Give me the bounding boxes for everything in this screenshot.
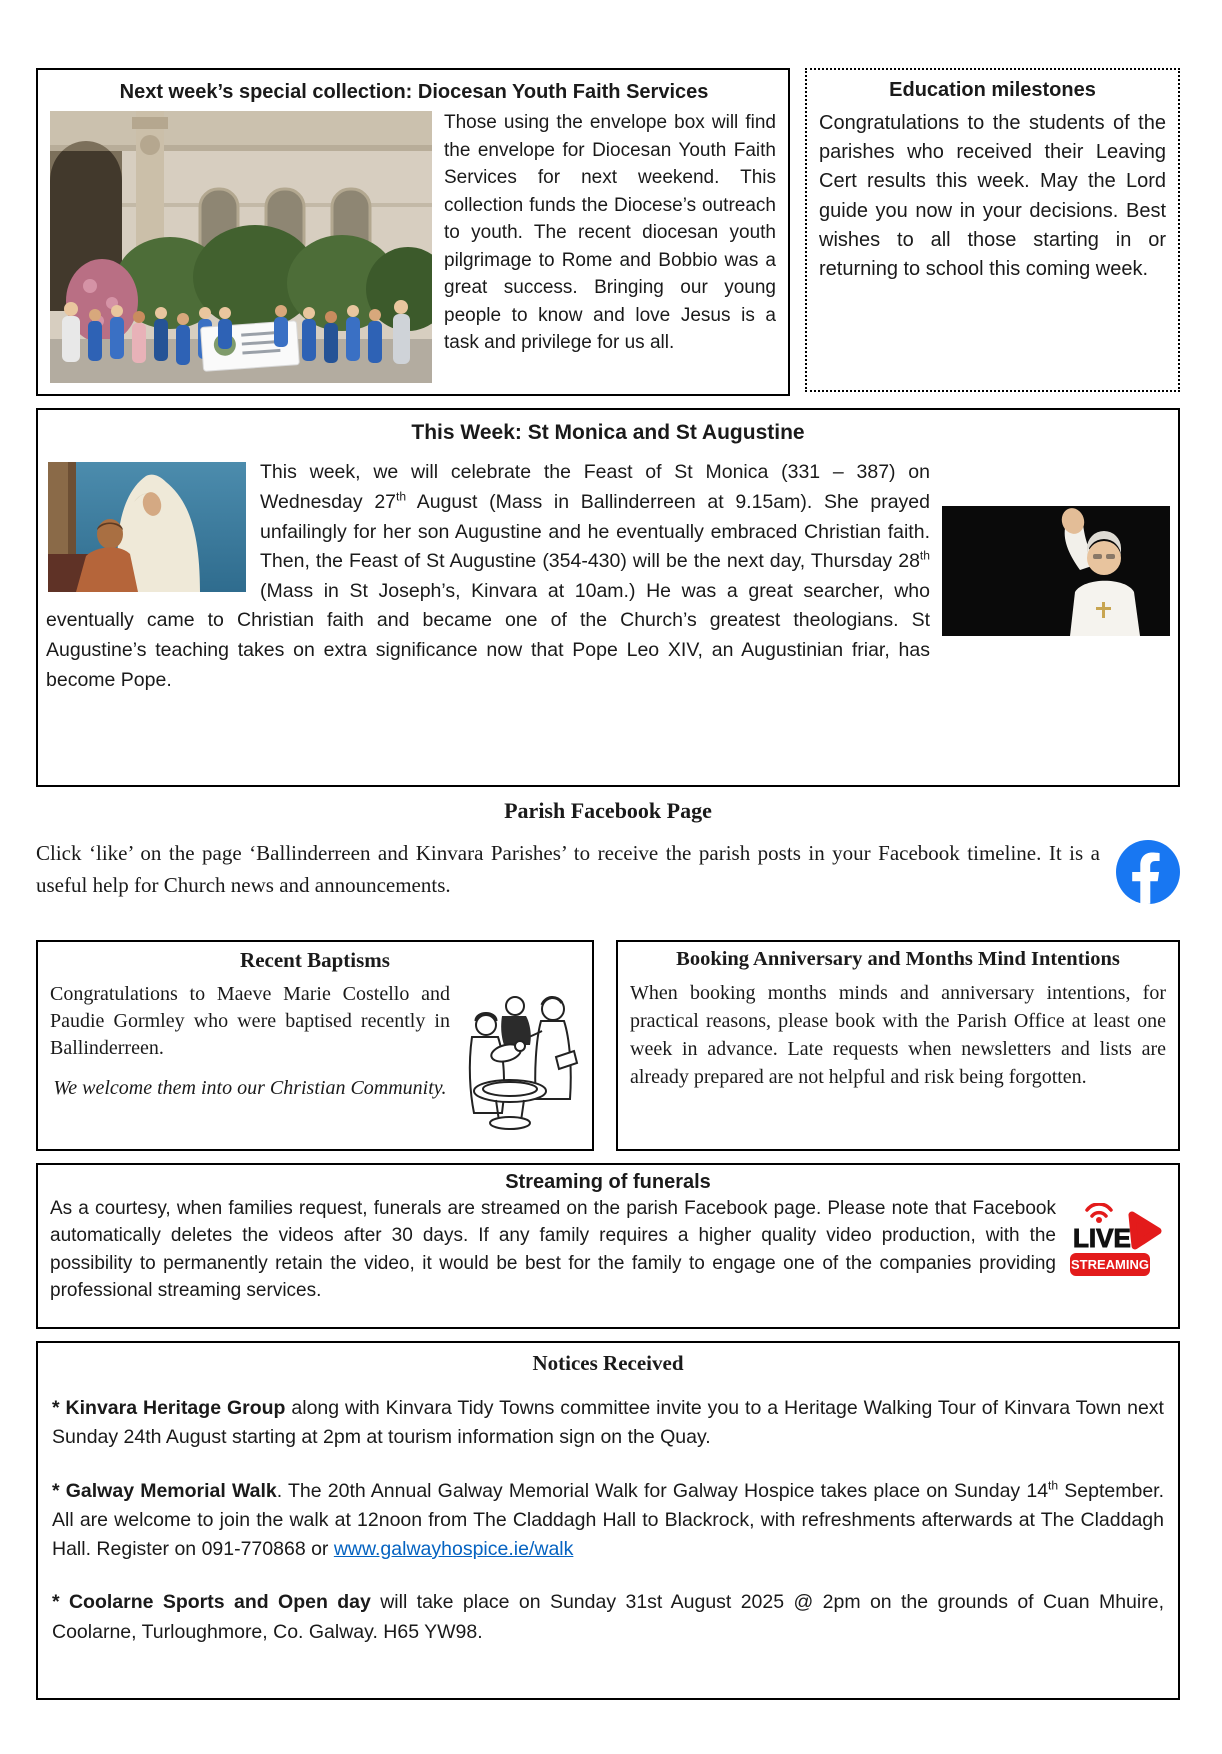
saints-week-box (36, 408, 1180, 787)
notice-coolarne-sports-text: will take place on Sunday 31st August 2025 @ 2pm on the grounds of Cuan Mhuire, Coolarne, Turloughmore, Co. Galway. H65 YW98. (52, 1591, 1164, 1643)
education-milestones-box (805, 68, 1180, 392)
saints-text-3: (Mass in St Joseph’s, Kinvara at 10am.) He was a great searcher, who eventually came to Christian faith and became one of the Church’s greatest theologians. St Augustine’s teaching takes on extra significance now that Pope Leo XIV, an Augustinian friar, has become Pope. (46, 579, 930, 691)
live-streaming-icon (1068, 1203, 1164, 1279)
notice-coolarne-sports-bold: * Coolarne Sports and Open day (52, 1591, 371, 1614)
booking-intentions-body: When booking months minds and anniversary intentions, for practical reasons, please book with the Parish Office at least one week in advance. Late requests when newsletters and lists are already prepared are not helpful and risk being forgotten. (630, 982, 1166, 1088)
saints-sup-2: th (919, 548, 930, 563)
pope-leo-waving-photo (942, 458, 1170, 636)
streaming-funerals-box (36, 1163, 1180, 1329)
svg-text:STREAMING: STREAMING (1071, 1257, 1149, 1272)
notice-kinvara-heritage-text: along with Kinvara Tidy Towns committee invite you to a Heritage Walking Tour of Kinvara Town next Sunday 24th August starting at 2pm at tourism information sign on the Quay. (52, 1397, 1164, 1449)
recent-baptisms-title: Recent Baptisms (240, 948, 390, 972)
notice-galway-memorial-walk (52, 1477, 1164, 1565)
recent-baptisms-box (36, 940, 594, 1151)
saints-text-2: August (Mass in Ballinderreen at 9.15am). She prayed unfailingly for her son Augustine and he eventually embraced Christian faith. Then, the Feast of St Augustine (354-430) will be the next day, Thursday 28 (260, 490, 930, 573)
baptism-clipart (458, 981, 580, 1131)
facebook-icon (1116, 840, 1180, 904)
education-milestones-title: Education milestones (889, 79, 1096, 101)
notice-galway-memorial-walk-bold: * Galway Memorial Walk (52, 1479, 277, 1502)
saints-text-1: This week, we will celebrate the Feast of St Monica (331 – 387) on Wednesday 27 (260, 461, 930, 513)
streaming-funerals-title: Streaming of funerals (505, 1171, 711, 1193)
saints-week-body (46, 458, 1170, 695)
notice-galway-memorial-walk-text-2: September. All are welcome to join the walk at 12noon from The Claddagh Hall to Blackrock, with refreshments afterwards at The Claddagh Hall. Register on 091-770868 or (52, 1479, 1165, 1560)
streaming-funerals-body: As a courtesy, when families request, funerals are streamed on the parish Facebook page. Please note that Facebook automatically deletes the videos after 30 days. If any family requires a higher quality video production, with the possibility to permanently retain the video, it would be best for the family to engage one of the companies providing professional streaming services. (50, 1198, 1056, 1302)
facebook-section (36, 798, 1180, 906)
recent-baptisms-body: Congratulations to Maeve Marie Costello and Paudie Gormley who were baptised recently in Ballinderreen. (50, 983, 450, 1060)
youth-pilgrimage-group-photo (50, 111, 432, 383)
facebook-section-body: Click ‘like’ on the page ‘Ballinderreen and Kinvara Parishes’ to receive the parish posts in your Facebook timeline. It is a useful help for Church news and announcements. (36, 841, 1100, 897)
notice-galway-memorial-walk-text-1: . The 20th Annual Galway Memorial Walk for Galway Hospice takes place on Sunday 14 (276, 1479, 1049, 1502)
booking-intentions-box (616, 940, 1180, 1151)
special-collection-box (36, 68, 790, 396)
st-monica-and-augustine-painting (48, 462, 246, 592)
education-milestones-body: Congratulations to the students of the parishes who received their Leaving Cert results this week. May the Lord guide you now in your decisions. Best wishes to all those starting in or returning to school this coming week. (819, 112, 1166, 280)
facebook-section-title: Parish Facebook Page (504, 798, 712, 823)
svg-text:LIVE: LIVE (1073, 1223, 1131, 1253)
special-collection-body: Those using the envelope box will find the envelope for Diocesan Youth Faith Services for next weekend. This collection funds the Diocese’s outreach to youth. The recent diocesan youth pilgrimage to Rome and Bobbio was a great success. Bringing our young people to know and love Jesus is a task and privilege for us all. (444, 112, 776, 354)
baptisms-welcome-line: We welcome them into our Christian Community. (53, 1076, 447, 1099)
saints-week-title: This Week: St Monica and St Augustine (411, 421, 805, 444)
notices-received-title: Notices Received (532, 1351, 684, 1375)
notice-kinvara-heritage-bold: * Kinvara Heritage Group (52, 1397, 286, 1419)
special-collection-title: Next week’s special collection: Diocesan Youth Faith Services (119, 81, 709, 103)
saints-sup-1: th (396, 489, 407, 504)
galway-hospice-link[interactable]: www.galwayhospice.ie/walk (333, 1538, 574, 1560)
notices-received-box (36, 1341, 1180, 1700)
youth-pilgrimage-group-photo-art (50, 111, 432, 383)
notice-kinvara-heritage (52, 1394, 1164, 1453)
notice-galway-memorial-walk-sup: th (1048, 1478, 1059, 1492)
notice-coolarne-sports (52, 1588, 1164, 1647)
booking-intentions-title: Booking Anniversary and Months Mind Intentions (676, 948, 1120, 970)
